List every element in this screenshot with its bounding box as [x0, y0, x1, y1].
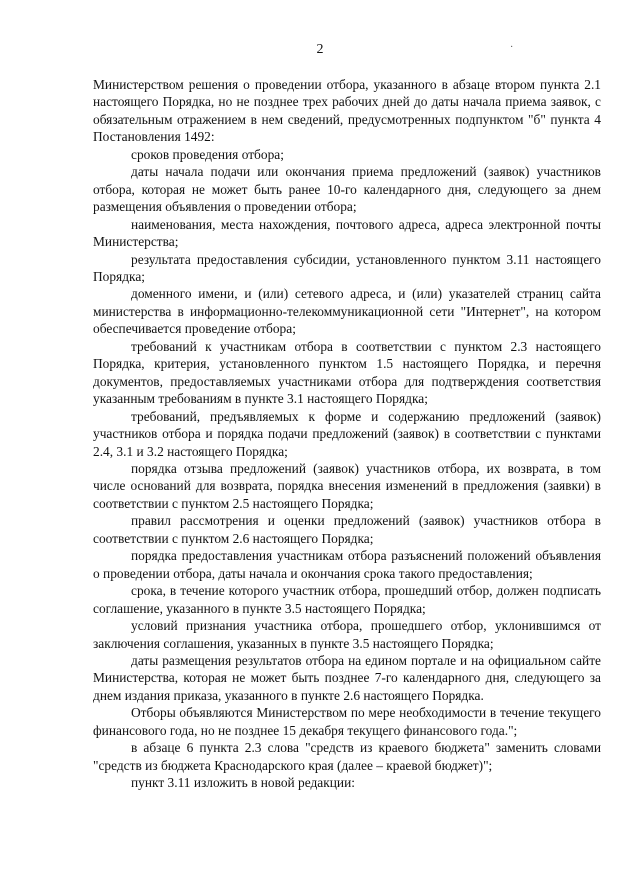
paragraph: требований к участникам отбора в соответствии с пунктом 2.3 настоящего Порядка, критерия, установленного пунктом 1.5 настоящего Порядка, и перечня документов, предоставляемых участниками отбора для подтверждения соответствия указанным требованиям в пункте 3.1 настоящего Порядка; — [93, 338, 601, 407]
scan-mark: · — [510, 42, 514, 53]
paragraph: даты размещения результатов отбора на едином портале и на официальном сайте Министерства, которая не может быть позднее 7-го календарного дня, следующего за днем издания приказа, указанного в пункте 2.6 настоящего Порядка. — [93, 652, 601, 703]
paragraph: сроков проведения отбора; — [131, 146, 284, 162]
paragraph: в абзаце 6 пункта 2.3 слова "средств из краевого бюджета" заменить словами "средств из бюджета Краснодарского края (далее – краевой бюджет)"; — [93, 740, 601, 773]
paragraph: порядка предоставления участникам отбора разъяснений положений объявления о проведении отбора, даты начала и окончания срока такого предоставления; — [93, 548, 601, 581]
paragraph: даты начала подачи или окончания приема предложений (заявок) участников отбора, которая не может быть ранее 10-го календарного дня, следующего за днем размещения объявления о проведении отбора; — [93, 164, 601, 215]
paragraph: доменного имени, и (или) сетевого адреса, и (или) указателей страниц сайта министерства в информационно-телекоммуникационной сети "Интернет", на котором обеспечивается проведение отбора; — [93, 286, 601, 337]
paragraph: наименования, места нахождения, почтового адреса, адреса электронной почты Министерства; — [93, 216, 601, 250]
paragraph: Отборы объявляются Министерством по мере необходимости в течение текущего финансового года, но не позднее 15 декабря текущего финансового года."; — [93, 705, 601, 738]
paragraph: срока, в течение которого участник отбора, прошедший отбор, должен подписать соглашение, указанного в пункте 3.5 настоящего Порядка; — [93, 583, 601, 616]
page-number: 2 — [316, 42, 324, 57]
paragraph: правил рассмотрения и оценки предложений (заявок) участников отбора в соответствии с пунктом 2.6 настоящего Порядка; — [93, 513, 601, 546]
paragraph: условий признания участника отбора, прошедшего отбор, уклонившимся от заключения соглашения, указанных в пункте 3.5 настоящего Порядка; — [93, 618, 601, 651]
paragraph: порядка отзыва предложений (заявок) участников отбора, их возврата, в том числе оснований для возврата, порядка внесения изменений в предложения (заявки) в соответствии с пунктом 2.5 настоящего Порядка; — [93, 460, 601, 511]
document-body — [93, 76, 601, 792]
paragraph: пункт 3.11 изложить в новой редакции: — [131, 775, 355, 791]
paragraph: результата предоставления субсидии, установленного пунктом 3.11 настоящего Порядка; — [93, 251, 601, 284]
paragraph: Министерством решения о проведении отбора, указанного в абзаце втором пункта 2.1 настоящего Порядка, но не позднее трех рабочих дней до даты начала приема заявок, с обязательным отражением в нем сведений, предусмотренных подпунктом "б" пункта 4 Постановления 1492: — [93, 77, 601, 145]
paragraph: требований, предъявляемых к форме и содержанию предложений (заявок) участников отбора и порядка подачи предложений (заявок) в соответствии с пунктами 2.4, 3.1 и 3.2 настоящего Порядка; — [93, 408, 601, 459]
